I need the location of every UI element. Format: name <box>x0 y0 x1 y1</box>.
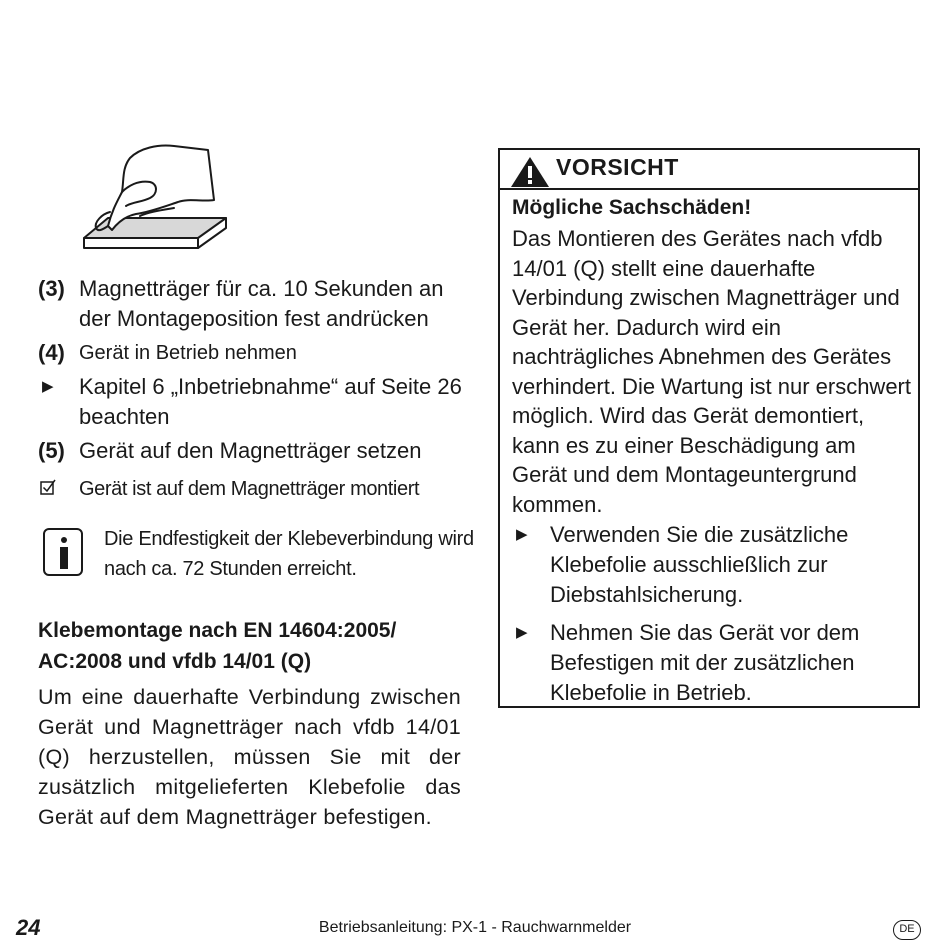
step-3 <box>38 274 478 334</box>
checkbox-checked-icon <box>40 479 56 495</box>
bullet-arrow-icon: ▶ <box>42 378 54 395</box>
footer-title: Betriebsanleitung: PX-1 - Rauchwarnmelder <box>318 919 632 936</box>
bullet-arrow-icon: ▶ <box>516 526 528 543</box>
section-heading <box>38 615 478 677</box>
warning-triangle-icon <box>510 156 550 188</box>
page-number: 24 <box>16 915 41 940</box>
step-text: Magnetträger für ca. 10 Sekunden an der Montageposition fest andrücken <box>79 276 444 331</box>
step-4-bullet <box>38 372 478 432</box>
warning-subtitle: Mögliche Sachschäden! <box>512 196 752 219</box>
step-text: Gerät auf den Magnetträger setzen <box>79 438 422 463</box>
warning-bullet <box>512 618 912 708</box>
warning-bullet-text: Verwenden Sie die zusätzliche Klebefolie ausschließlich zur Diebstahlsicherung. <box>550 522 849 607</box>
warning-bullet <box>512 520 912 610</box>
step-number: (5) <box>38 438 65 463</box>
info-text: Die Endfestigkeit der Klebeverbindung wird nach ca. 72 Stunden erreicht. <box>104 528 474 580</box>
step-number: (4) <box>38 340 65 365</box>
info-icon <box>43 528 83 576</box>
step-number: (3) <box>38 276 65 301</box>
warning-box <box>498 148 920 708</box>
result-line <box>38 474 478 504</box>
section-body: Um eine dauerhafte Verbindung zwischen Gerät und Magnetträger nach vfdb 14/01 (Q) herzustellen, müssen Sie mit der zusätzlich mitgelieferten Klebefolie das Gerät auf dem Magnetträger befestigen. <box>38 685 461 829</box>
hand-pressing-illustration <box>78 140 238 265</box>
section-heading-line-2: AC:2008 und vfdb 14/01 (Q) <box>38 650 312 673</box>
warning-header <box>500 150 918 190</box>
bullet-text: Kapitel 6 „Inbetriebnahme“ auf Seite 26 beachten <box>79 374 462 429</box>
language-badge: DE <box>893 920 921 940</box>
step-4 <box>38 338 478 368</box>
step-text: Gerät in Betrieb nehmen <box>79 342 297 364</box>
bullet-arrow-icon: ▶ <box>516 624 528 641</box>
warning-bullet-text: Nehmen Sie das Gerät vor dem Befestigen mit der zusätzlichen Klebefolie in Betrieb. <box>550 620 860 705</box>
warning-body: Das Montieren des Gerätes nach vfdb 14/01 (Q) stellt eine dauerhafte Verbindung zwischen Magnetträger und Gerät her. Dadurch wird ein nachträgliches Abnehmen des Gerätes verhindert. Die Wartung ist nur erschwert möglich. Wird das Gerät demontiert, kann es zu einer Beschädigung am Gerät und dem Montageuntergrund kommen. <box>512 226 911 517</box>
warning-title: VORSICHT <box>556 154 679 180</box>
section-heading-line-1: Klebemontage nach EN 14604:2005/ <box>38 619 397 642</box>
result-text: Gerät ist auf dem Magnetträger montiert <box>79 478 420 500</box>
step-5 <box>38 436 478 466</box>
